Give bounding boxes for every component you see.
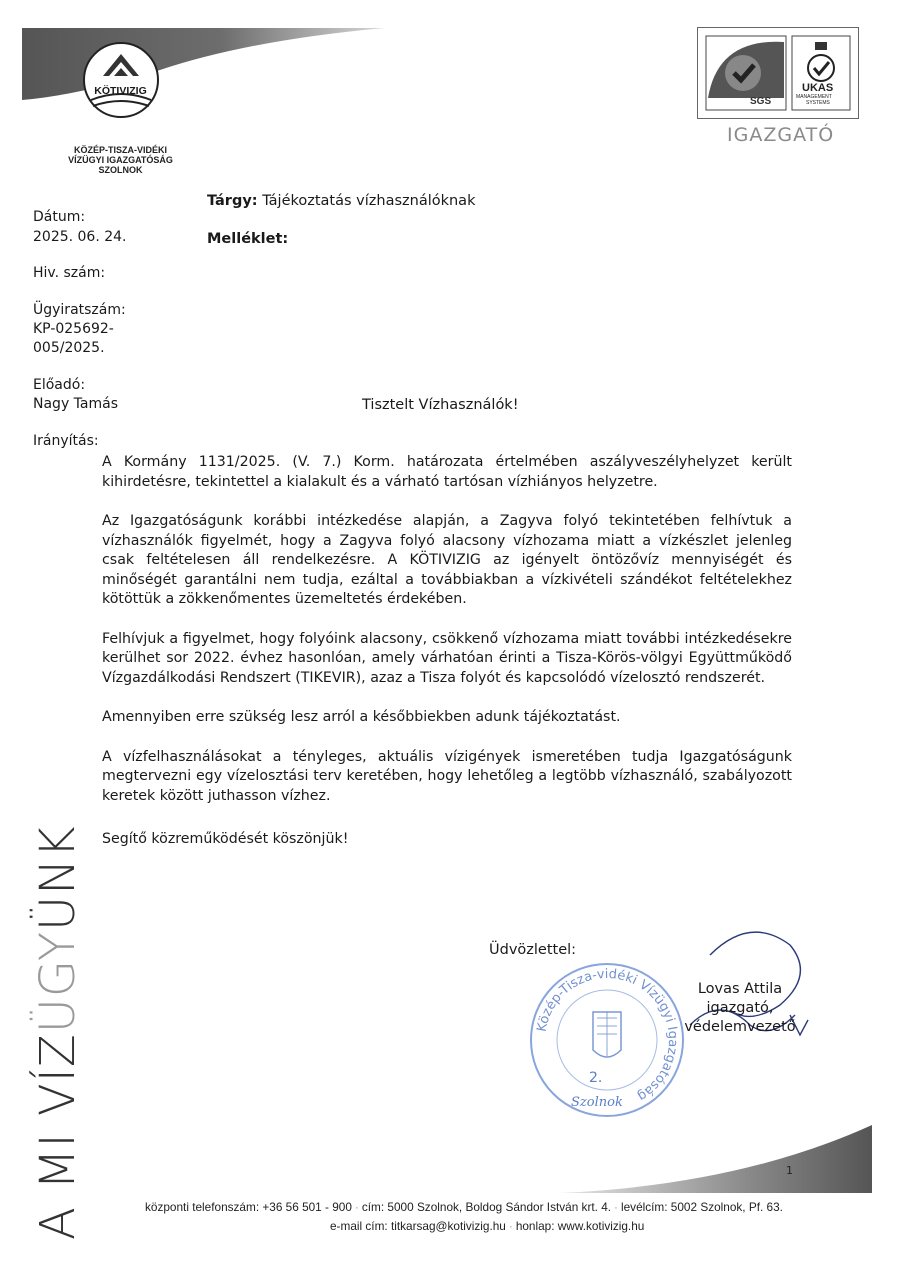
stamp-number: 2. [589, 1070, 603, 1086]
footer-line-1: központi telefonszám: +36 56 501 - 900 · cím: 5000 Szolnok, Boldog Sándor István krt. 4. · levélcím: 5002 Szolnok, Pf. 63. [145, 1200, 783, 1214]
stamp-city: Szolnok [571, 1095, 623, 1110]
direction-label: Irányítás: [33, 433, 99, 449]
paragraph-4: Amennyiben erre szükség lesz arról a későbbiekben adunk tájékoztatást. [102, 709, 621, 725]
stamp-ring-text: Közép-Tisza-vidéki Vízügyi Igazgatóság [534, 966, 681, 1104]
case-number-label: Ügyiratszám: [33, 302, 126, 318]
page-number: 1 [786, 1164, 793, 1177]
org-name-line-1: KÖZÉP-TISZA-VIDÉKI [73, 145, 167, 155]
presenter-label: Előadó: [33, 377, 86, 393]
slogan-part-3: ÜNK [30, 825, 86, 931]
date-label: Dátum: [33, 209, 86, 225]
org-name-line-2: VÍZÜGYI IGAZGATÓSÁG [68, 155, 173, 165]
paragraph-5: A vízfelhasználásokat a tényleges, aktuális vízigények ismeretében tudja Igazgatóságunk megtervezni egy vízelosztási terv keretében, hogy lehetőleg a legtöbb vízhasználó, szabályozott keretek között juthasson vízhez. [102, 748, 792, 804]
closing-thanks: Segítő közreműködését köszönjük! [102, 831, 349, 847]
slogan-part-2: ÜGY [30, 930, 86, 1034]
footer-email[interactable]: e-mail cím: titkarsag@kotivizig.hu [330, 1219, 506, 1233]
paragraph-3: Felhívjuk a figyelmet, hogy folyóink alacsony, csökkenő vízhozama miatt további intézkedésekre kerülhet sor 2022. évhez hasonlóan, amely várhatóan érinti a Tisza-Körös-völgyi Együttműködő Vízgazdálkodási Rendszert (TIKEVIR), azaz a Tisza folyót és kapcsolódó vízelosztó rendszerét. [102, 630, 792, 686]
attachment-label: Melléklet: [207, 231, 289, 247]
footer-swoosh [560, 1125, 900, 1195]
subject-line [207, 193, 475, 209]
ukas-management-label: MANAGEMENT [796, 94, 832, 100]
footer-mail-address: levélcím: 5002 Szolnok, Pf. 63. [620, 1200, 783, 1214]
subject-label: Tárgy: [207, 193, 258, 209]
signer-name: Lovas Attila [697, 981, 783, 997]
greeting: Üdvözlettel: [489, 942, 577, 958]
org-name-line-3: SZOLNOK [98, 165, 143, 175]
case-number-line-1: KP-025692- [33, 321, 114, 337]
subject-value: Tájékoztatás vízhasználóknak [262, 193, 476, 209]
ukas-systems-label: SYSTEMS [806, 100, 830, 106]
vertical-slogan [30, 825, 86, 1240]
logo-text: KÖTIVIZIG [94, 85, 147, 97]
director-label: IGAZGATÓ [727, 124, 835, 146]
reference-label: Hiv. szám: [33, 265, 106, 281]
certification-badges [697, 27, 859, 119]
organization-logo [58, 40, 183, 175]
ukas-label: UKAS [802, 82, 834, 94]
sgs-label: SGS [750, 96, 772, 107]
presenter-name: Nagy Tamás [33, 396, 118, 412]
signer-title-2: védelemvezető [684, 1019, 796, 1035]
kotivizig-emblem-icon [79, 40, 163, 120]
attachment-line [207, 231, 288, 247]
footer-website[interactable]: honlap: www.kotivizig.hu [515, 1219, 645, 1233]
slogan-part-1: A MI VÍZ [30, 1033, 86, 1240]
footer-line-2: e-mail cím: titkarsag@kotivizig.hu · honlap: www.kotivizig.hu [330, 1219, 645, 1233]
paragraph-1: A Kormány 1131/2025. (V. 7.) Korm. határozata értelmében aszályveszélyhelyzet került kihirdetésre, tekintettel a kialakult és a várható tartósan vízhiányos helyzetre. [102, 454, 792, 490]
signer-title-1: igazgató, [706, 1000, 774, 1016]
salutation: Tisztelt Vízhasználók! [362, 397, 519, 413]
case-number-line-2: 005/2025. [33, 340, 105, 356]
signer-block [670, 980, 810, 1037]
paragraph-2: Az Igazgatóságunk korábbi intézkedése alapján, a Zagyva folyó tekintetében felhívtuk a vízhasználók figyelmét, hogy a Zagyva folyó alacsony vízhozama miatt a vízkészlet jelenleg csak feltételesen áll rendelkezésre. A KÖTIVIZIG az igényelt öntözővíz mennyiségét és minőségét garantálni nem tudja, ezáltal a továbbiakban a vízkivételi szándékot feltételekhez kötöttük a zökkenőmentes üzemeltetés érdekében. [102, 513, 792, 607]
footer-phone: központi telefonszám: +36 56 501 - 900 [145, 1200, 352, 1214]
footer-address: cím: 5000 Szolnok, Boldog Sándor István krt. 4. [361, 1200, 612, 1214]
date-value: 2025. 06. 24. [33, 229, 127, 245]
letter-body [102, 453, 792, 870]
